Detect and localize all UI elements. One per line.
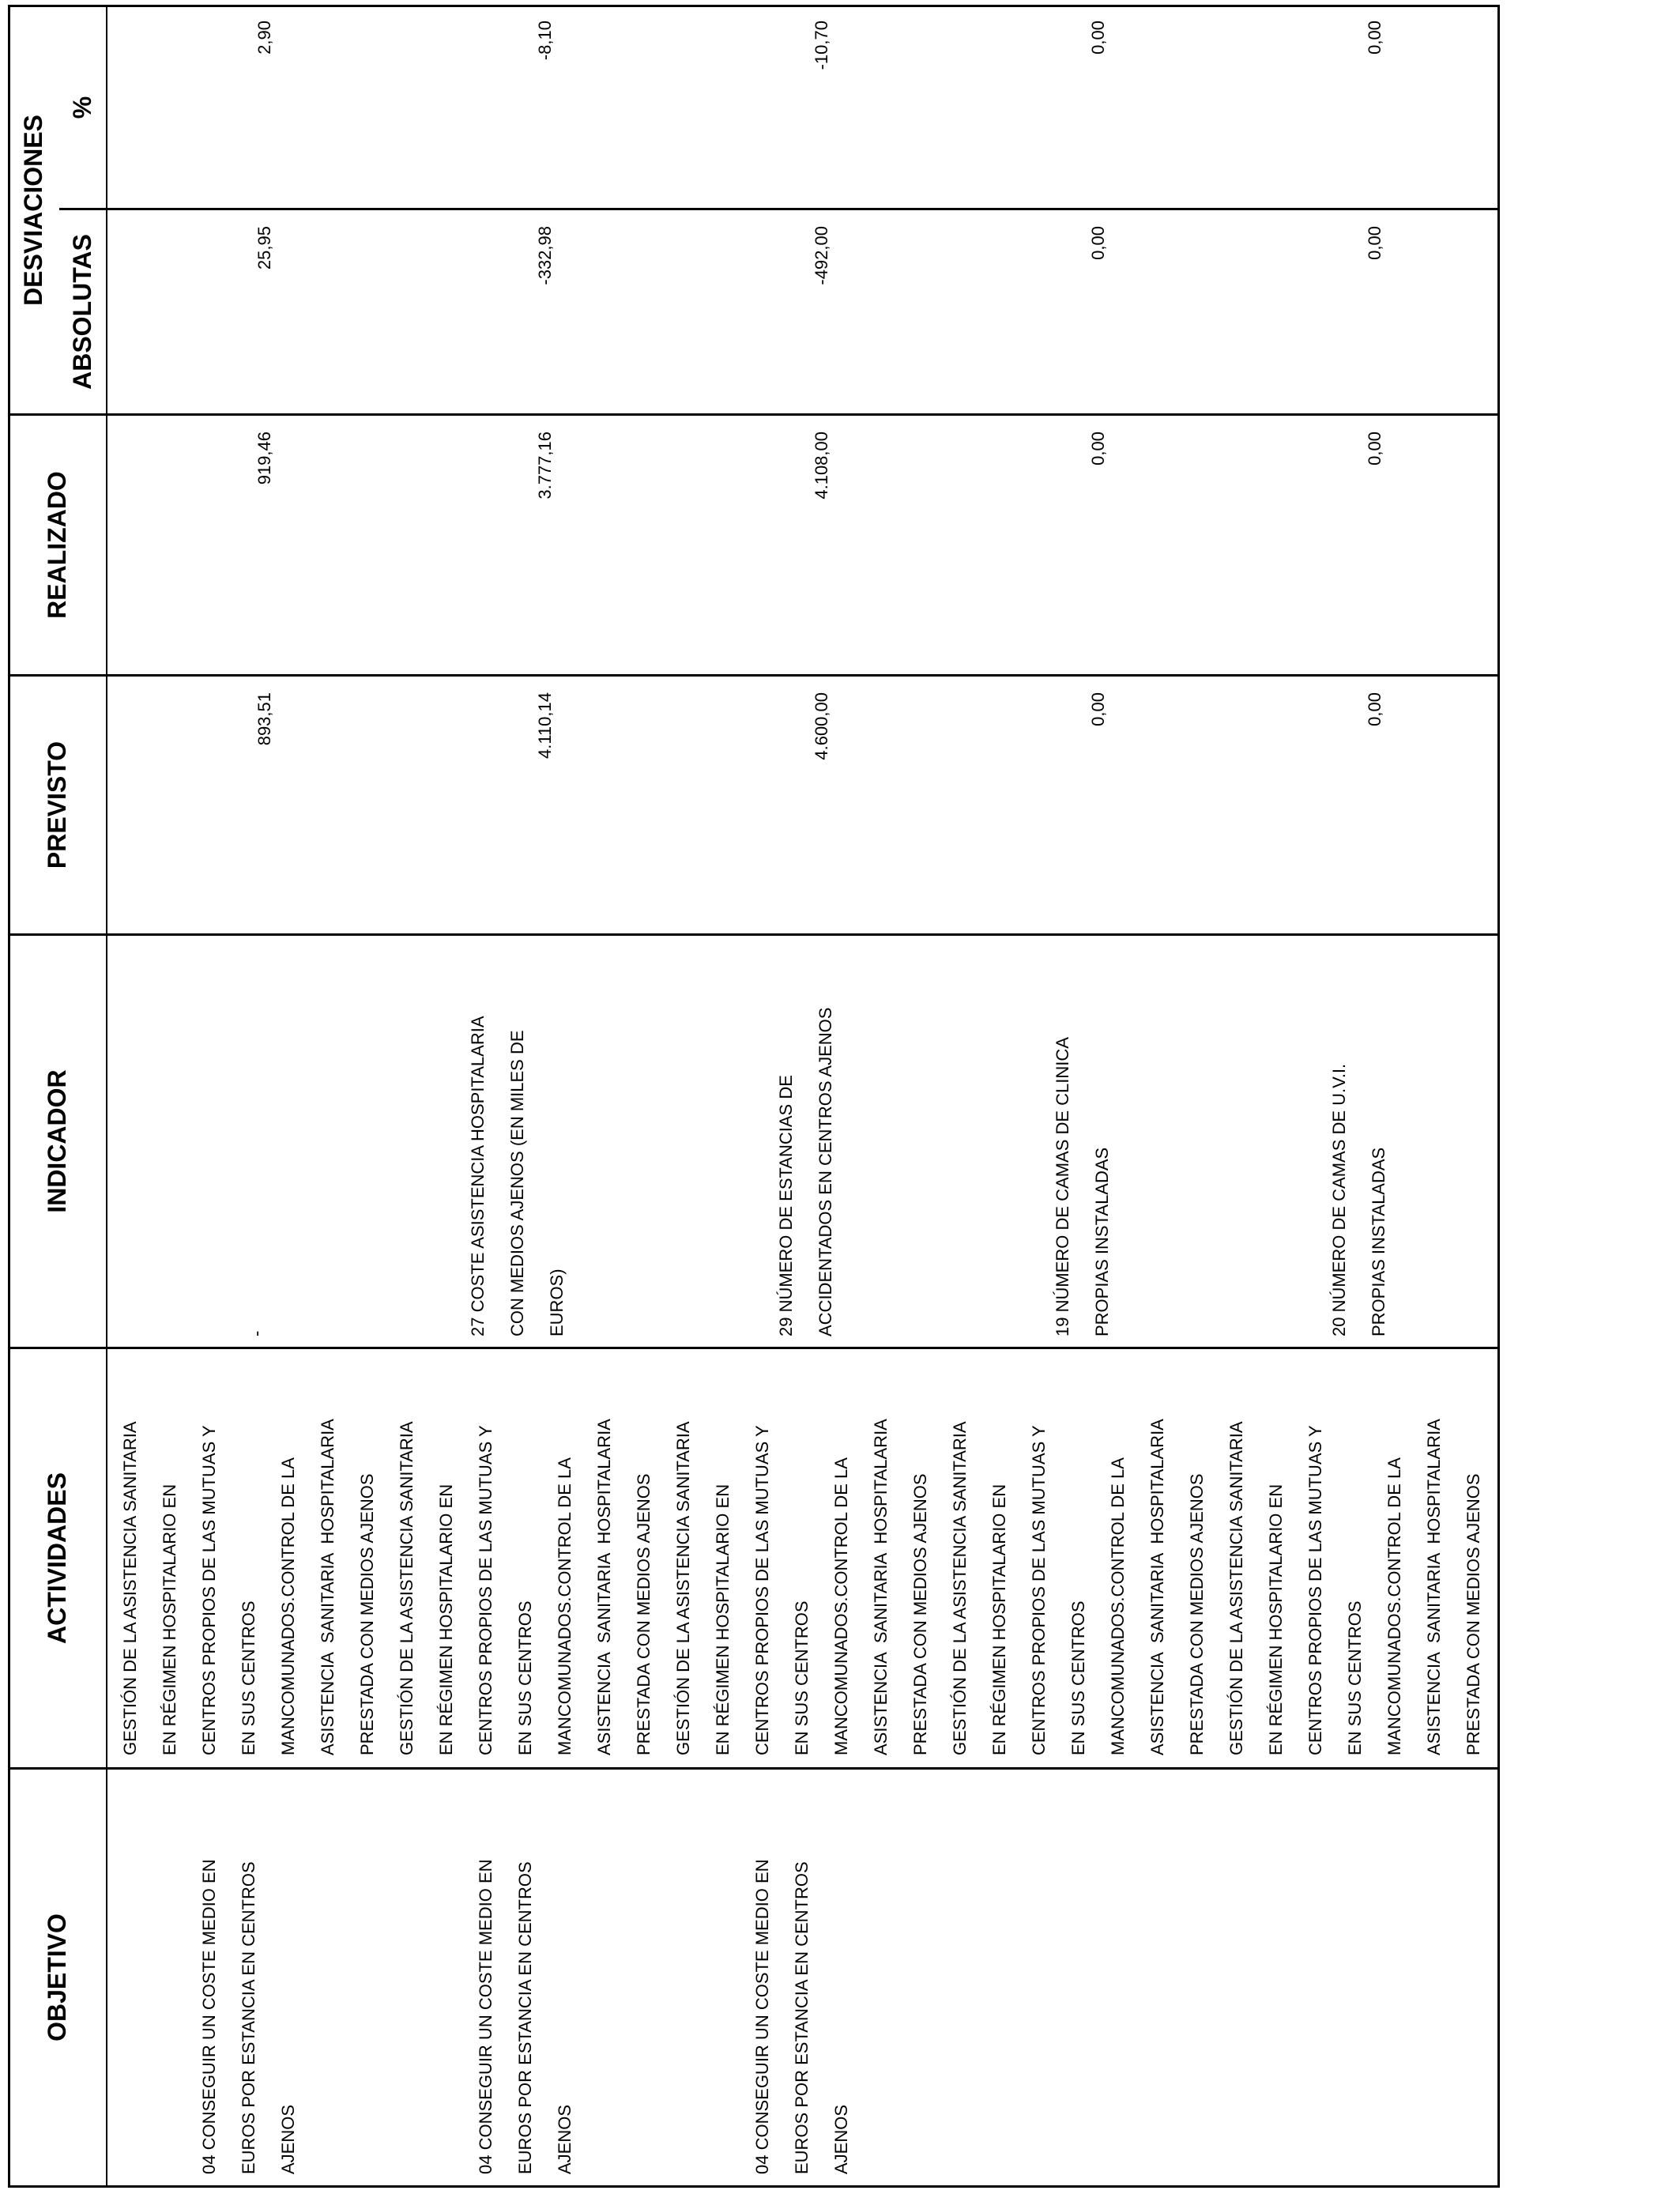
- header-previsto: PREVISTO: [42, 741, 71, 869]
- header-indicador: INDICADOR: [42, 1069, 71, 1213]
- porcentaje-value: -8,10: [535, 21, 555, 61]
- absolutas-value: -332,98: [535, 226, 555, 285]
- col-sep-2: [8, 1347, 1500, 1349]
- previsto-value: 4.600,00: [812, 692, 831, 760]
- table-border-right: [8, 5, 1500, 7]
- indicador-cell: 29 NÚMERO DE ESTANCIAS DE ACCIDENTADOS EN CENTROS AJENOS: [776, 1007, 835, 1336]
- indicador-cell: 20 NÚMERO DE CAMAS DE U.V.I. PROPIAS INSTALADAS: [1329, 1063, 1388, 1336]
- col-sep-1: [8, 1767, 1500, 1770]
- header-realizado: REALIZADO: [42, 471, 71, 619]
- header-objetivo: OBJETIVO: [42, 1913, 71, 2041]
- absolutas-value: 0,00: [1365, 226, 1384, 260]
- objetivo-cell: 04 CONSEGUIR UN COSTE MEDIO EN EUROS POR ESTANCIA EN CENTROS AJENOS: [752, 1859, 851, 2174]
- absolutas-value: 0,00: [1088, 226, 1108, 260]
- table-border-left: [8, 2185, 1500, 2188]
- porcentaje-value: 0,00: [1088, 21, 1108, 55]
- porcentaje-value: 0,00: [1365, 21, 1384, 55]
- table-border-bottom: [1497, 5, 1500, 2188]
- realizado-value: 0,00: [1365, 432, 1384, 466]
- previsto-value: 0,00: [1088, 692, 1108, 726]
- realizado-value: 4.108,00: [812, 432, 831, 499]
- porcentaje-value: -10,70: [812, 21, 831, 70]
- header-divider: [106, 5, 107, 2188]
- absolutas-value: 25,95: [254, 226, 274, 270]
- header-porcentaje: %: [68, 96, 96, 119]
- objetivo-cell: 04 CONSEGUIR UN COSTE MEDIO EN EUROS POR ESTANCIA EN CENTROS AJENOS: [199, 1859, 298, 2174]
- indicador-cell: 19 NÚMERO DE CAMAS DE CLINICA PROPIAS INSTALADAS: [1053, 1037, 1112, 1336]
- header-absolutas: ABSOLUTAS: [68, 234, 96, 390]
- previsto-value: 893,51: [254, 692, 274, 746]
- col-sep-6: [59, 208, 1500, 210]
- realizado-value: 3.777,16: [535, 432, 555, 499]
- indicador-cell: 27 COSTE ASISTENCIA HOSPITALARIA CON MEDIOS AJENOS (EN MILES DE EUROS): [468, 1016, 567, 1336]
- previsto-value: 4.110,14: [535, 692, 555, 760]
- realizado-value: 919,46: [254, 432, 274, 485]
- actividades-text: GESTIÓN DE LA ASISTENCIA SANITARIA EN RÉGIMEN HOSPITALARIO EN CENTROS PROPIOS DE LAS MUTUAS Y EN SUS CENTROS MANCOMUNADOS.CONTROL DE LA ASISTENCIA SANITARIA HOSPITALARIA PRESTADA CON MEDIOS AJENOS GESTIÓN DE LA ASISTENCIA SANITARIA EN RÉGIMEN HOSPITALARIO EN CENTROS PROPIOS DE LAS MUTUAS Y EN SUS CENTROS MANCOMUNADOS.CONTROL DE LA ASISTENCIA SANITARIA HOSPITALARIA PRESTADA CON MEDIOS AJENOS GESTIÓN DE LA ASISTENCIA SANITARIA EN RÉGIMEN HOSPITALARIO EN CENTROS PROPIOS DE LAS MUTUAS Y EN SUS CENTROS MANCOMUNADOS.CONTROL DE LA ASISTENCIA SANITARIA HOSPITALARIA PRESTADA CON MEDIOS AJENOS GESTIÓN DE LA ASISTENCIA SANITARIA EN RÉGIMEN HOSPITALARIO EN CENTROS PROPIOS DE LAS MUTUAS Y EN SUS CENTROS MANCOMUNADOS.CONTROL DE LA ASISTENCIA SANITARIA HOSPITALARIA PRESTADA CON MEDIOS AJENOS GESTIÓN DE LA ASISTENCIA SANITARIA EN RÉGIMEN HOSPITALARIO EN CENTROS PROPIOS DE LAS MUTUAS Y EN SUS CENTROS MANCOMUNADOS.CONTROL DE LA ASISTENCIA SANITARIA HOSPITALARIA PRESTADA CON MEDIOS AJENOS: [120, 1419, 1483, 1755]
- indicador-cell: -: [247, 1330, 266, 1336]
- realizado-value: 0,00: [1088, 432, 1108, 466]
- header-actividades: ACTIVIDADES: [42, 1472, 71, 1644]
- objetivo-cell: 04 CONSEGUIR UN COSTE MEDIO EN EUROS POR ESTANCIA EN CENTROS AJENOS: [476, 1859, 574, 2174]
- absolutas-value: -492,00: [812, 226, 831, 285]
- porcentaje-value: 2,90: [254, 21, 274, 55]
- previsto-value: 0,00: [1365, 692, 1384, 726]
- col-sep-5: [8, 413, 1500, 416]
- header-desviaciones: DESVIACIONES: [19, 115, 47, 306]
- col-sep-4: [8, 674, 1500, 677]
- col-sep-3: [8, 933, 1500, 936]
